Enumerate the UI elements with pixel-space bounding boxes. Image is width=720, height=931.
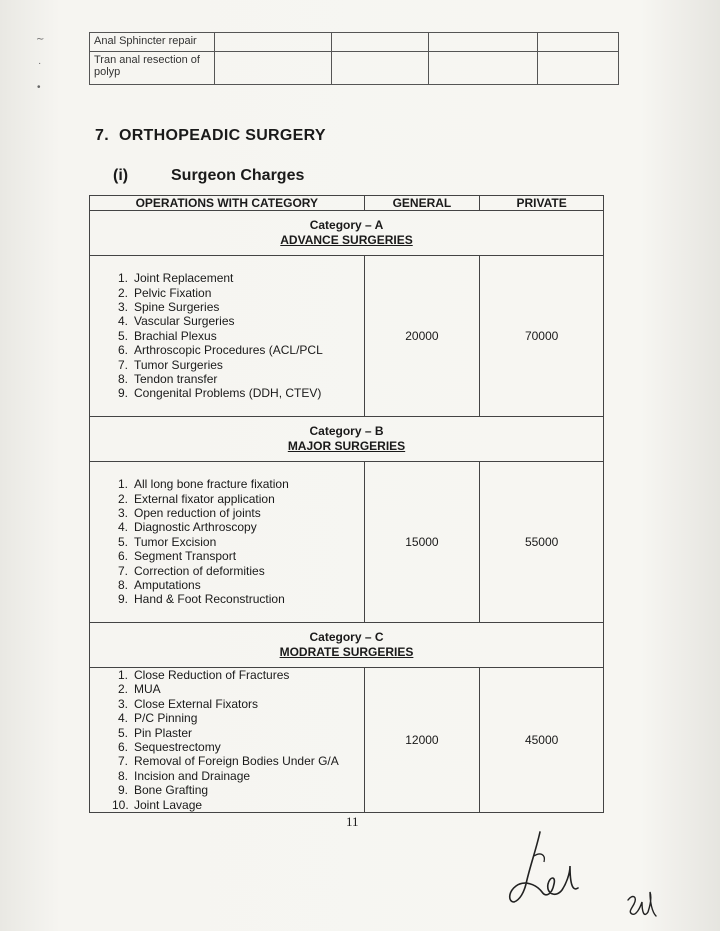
operation-item [112, 314, 364, 328]
section-number: 7. [95, 127, 109, 144]
operation-number: 2. [117, 285, 128, 300]
general-charge: 12000 [364, 668, 480, 813]
category-header [90, 417, 604, 462]
operation-item [112, 549, 364, 563]
operations-cell [90, 256, 365, 417]
private-charge: 55000 [480, 462, 604, 623]
table-row [90, 52, 619, 85]
operation-item [112, 492, 364, 506]
operation-name: Brachial Plexus [134, 328, 217, 343]
operation-name: Tumor Surgeries [134, 357, 223, 372]
operation-name: Joint Lavage [134, 797, 203, 812]
subsection-number: (i) [113, 167, 129, 184]
operation-item [112, 726, 364, 740]
operation-number: 7. [117, 563, 128, 578]
operation-item [112, 535, 364, 549]
procedure-name: Tran anal resection of polyp [90, 52, 215, 85]
operation-name: Tendon transfer [134, 372, 218, 387]
operation-name: MUA [134, 682, 161, 697]
operation-item [112, 754, 364, 768]
operation-number: 8. [117, 372, 128, 387]
operation-number: 1. [117, 477, 128, 492]
margin-mark: • [37, 82, 41, 93]
operation-name: External fixator application [134, 491, 275, 506]
operation-number: 8. [117, 768, 128, 783]
operation-name: Sequestrectomy [134, 740, 221, 755]
procedure-name: Anal Sphincter repair [90, 33, 215, 52]
category-header [90, 623, 604, 668]
operation-name: All long bone fracture fixation [134, 477, 289, 492]
operation-name: Spine Surgeries [134, 299, 220, 314]
section-heading [95, 127, 326, 145]
operation-name: Diagnostic Arthroscopy [134, 520, 257, 535]
category-header-row [90, 211, 604, 256]
operation-number: 1. [117, 271, 128, 286]
section-title: ORTHOPEADIC SURGERY [118, 127, 326, 144]
category-row [90, 256, 604, 417]
operation-item [112, 668, 364, 682]
operation-item [112, 592, 364, 606]
operation-name: Tumor Excision [134, 534, 217, 549]
operation-number: 6. [117, 343, 128, 358]
category-name: MAJOR SURGERIES [287, 439, 406, 453]
operation-name: Close Reduction of Fractures [134, 668, 290, 682]
operation-number: 1. [117, 668, 128, 682]
margin-mark: · [38, 58, 42, 69]
operation-name: Vascular Surgeries [134, 314, 235, 329]
operation-name: Pin Plaster [134, 725, 193, 740]
header-private: PRIVATE [480, 196, 604, 211]
operation-number: 9. [117, 783, 128, 798]
operations-cell [90, 668, 365, 813]
operation-name: Amputations [134, 578, 201, 593]
operation-item [112, 477, 364, 491]
operation-number: 3. [117, 505, 128, 520]
operation-name: Arthroscopic Procedures (ACL/PCL [134, 343, 323, 358]
private-charge: 70000 [480, 256, 604, 417]
operation-number: 9. [117, 592, 128, 607]
category-row [90, 668, 604, 813]
operation-name: Joint Replacement [134, 271, 234, 286]
general-charge: 20000 [364, 256, 480, 417]
margin-mark: ∼ [36, 34, 45, 45]
operation-item [112, 769, 364, 783]
initials [622, 886, 662, 926]
operation-item [112, 740, 364, 754]
header-general: GENERAL [364, 196, 480, 211]
operation-item [112, 578, 364, 592]
operation-number: 5. [117, 534, 128, 549]
category-row [90, 462, 604, 623]
category-header-row [90, 623, 604, 668]
general-charge: 15000 [364, 462, 480, 623]
operation-number: 5. [117, 725, 128, 740]
operation-item [112, 798, 364, 812]
operation-item [112, 300, 364, 314]
operation-name: P/C Pinning [134, 711, 198, 726]
operation-item [112, 372, 364, 386]
operation-item [112, 564, 364, 578]
operation-name: Bone Grafting [134, 783, 209, 798]
operation-item [112, 506, 364, 520]
operation-item [112, 286, 364, 300]
operation-item [112, 358, 364, 372]
operation-number: 2. [117, 491, 128, 506]
operation-number: 7. [117, 357, 128, 372]
subsection-title: Surgeon Charges [171, 167, 305, 184]
operation-number: 8. [117, 578, 128, 593]
operations-list [112, 271, 364, 401]
operation-name: Hand & Foot Reconstruction [134, 592, 285, 607]
operation-item [112, 520, 364, 534]
operation-number: 2. [117, 682, 128, 697]
operation-name: Incision and Drainage [134, 768, 251, 783]
operation-name: Close External Fixators [134, 696, 259, 711]
operations-list [112, 477, 364, 607]
operation-name: Removal of Foreign Bodies Under G/A [134, 754, 339, 769]
operation-item [112, 682, 364, 696]
previous-table-continuation [89, 32, 619, 85]
private-charge: 45000 [480, 668, 604, 813]
operation-name: Open reduction of joints [134, 505, 261, 520]
operation-number: 4. [117, 520, 128, 535]
category-label: Category – C [309, 630, 384, 644]
operation-number: 5. [117, 328, 128, 343]
category-label: Category – B [309, 424, 384, 438]
category-label: Category – A [309, 218, 384, 232]
operation-number: 6. [117, 740, 128, 755]
operation-item [112, 697, 364, 711]
category-name: ADVANCE SURGERIES [280, 233, 413, 247]
operation-item [112, 711, 364, 725]
table-row [90, 33, 619, 52]
header-operations: OPERATIONS WITH CATEGORY [90, 196, 365, 211]
category-header-row [90, 417, 604, 462]
operation-number: 4. [117, 711, 128, 726]
table-header-row [90, 196, 604, 211]
category-header [90, 211, 604, 256]
operation-item [112, 343, 364, 357]
operation-name: Segment Transport [134, 549, 237, 564]
category-name: MODRATE SURGERIES [279, 645, 414, 659]
operation-number: 3. [117, 299, 128, 314]
operations-cell [90, 462, 365, 623]
operation-number: 4. [117, 314, 128, 329]
operation-number: 3. [117, 696, 128, 711]
subsection-heading [113, 167, 304, 185]
page-number: 11 [346, 814, 359, 829]
operations-list [112, 668, 364, 812]
operation-item [112, 783, 364, 797]
operation-name: Congenital Problems (DDH, CTEV) [134, 386, 322, 401]
operation-item [112, 271, 364, 285]
operation-name: Pelvic Fixation [134, 285, 212, 300]
operation-number: 7. [117, 754, 128, 769]
surgeon-charges-table [89, 195, 604, 813]
signature [500, 826, 590, 910]
operation-item [112, 386, 364, 400]
operation-name: Correction of deformities [134, 563, 265, 578]
operation-number: 6. [117, 549, 128, 564]
operation-number: 10. [112, 797, 129, 812]
operation-number: 9. [117, 386, 128, 401]
operation-item [112, 329, 364, 343]
